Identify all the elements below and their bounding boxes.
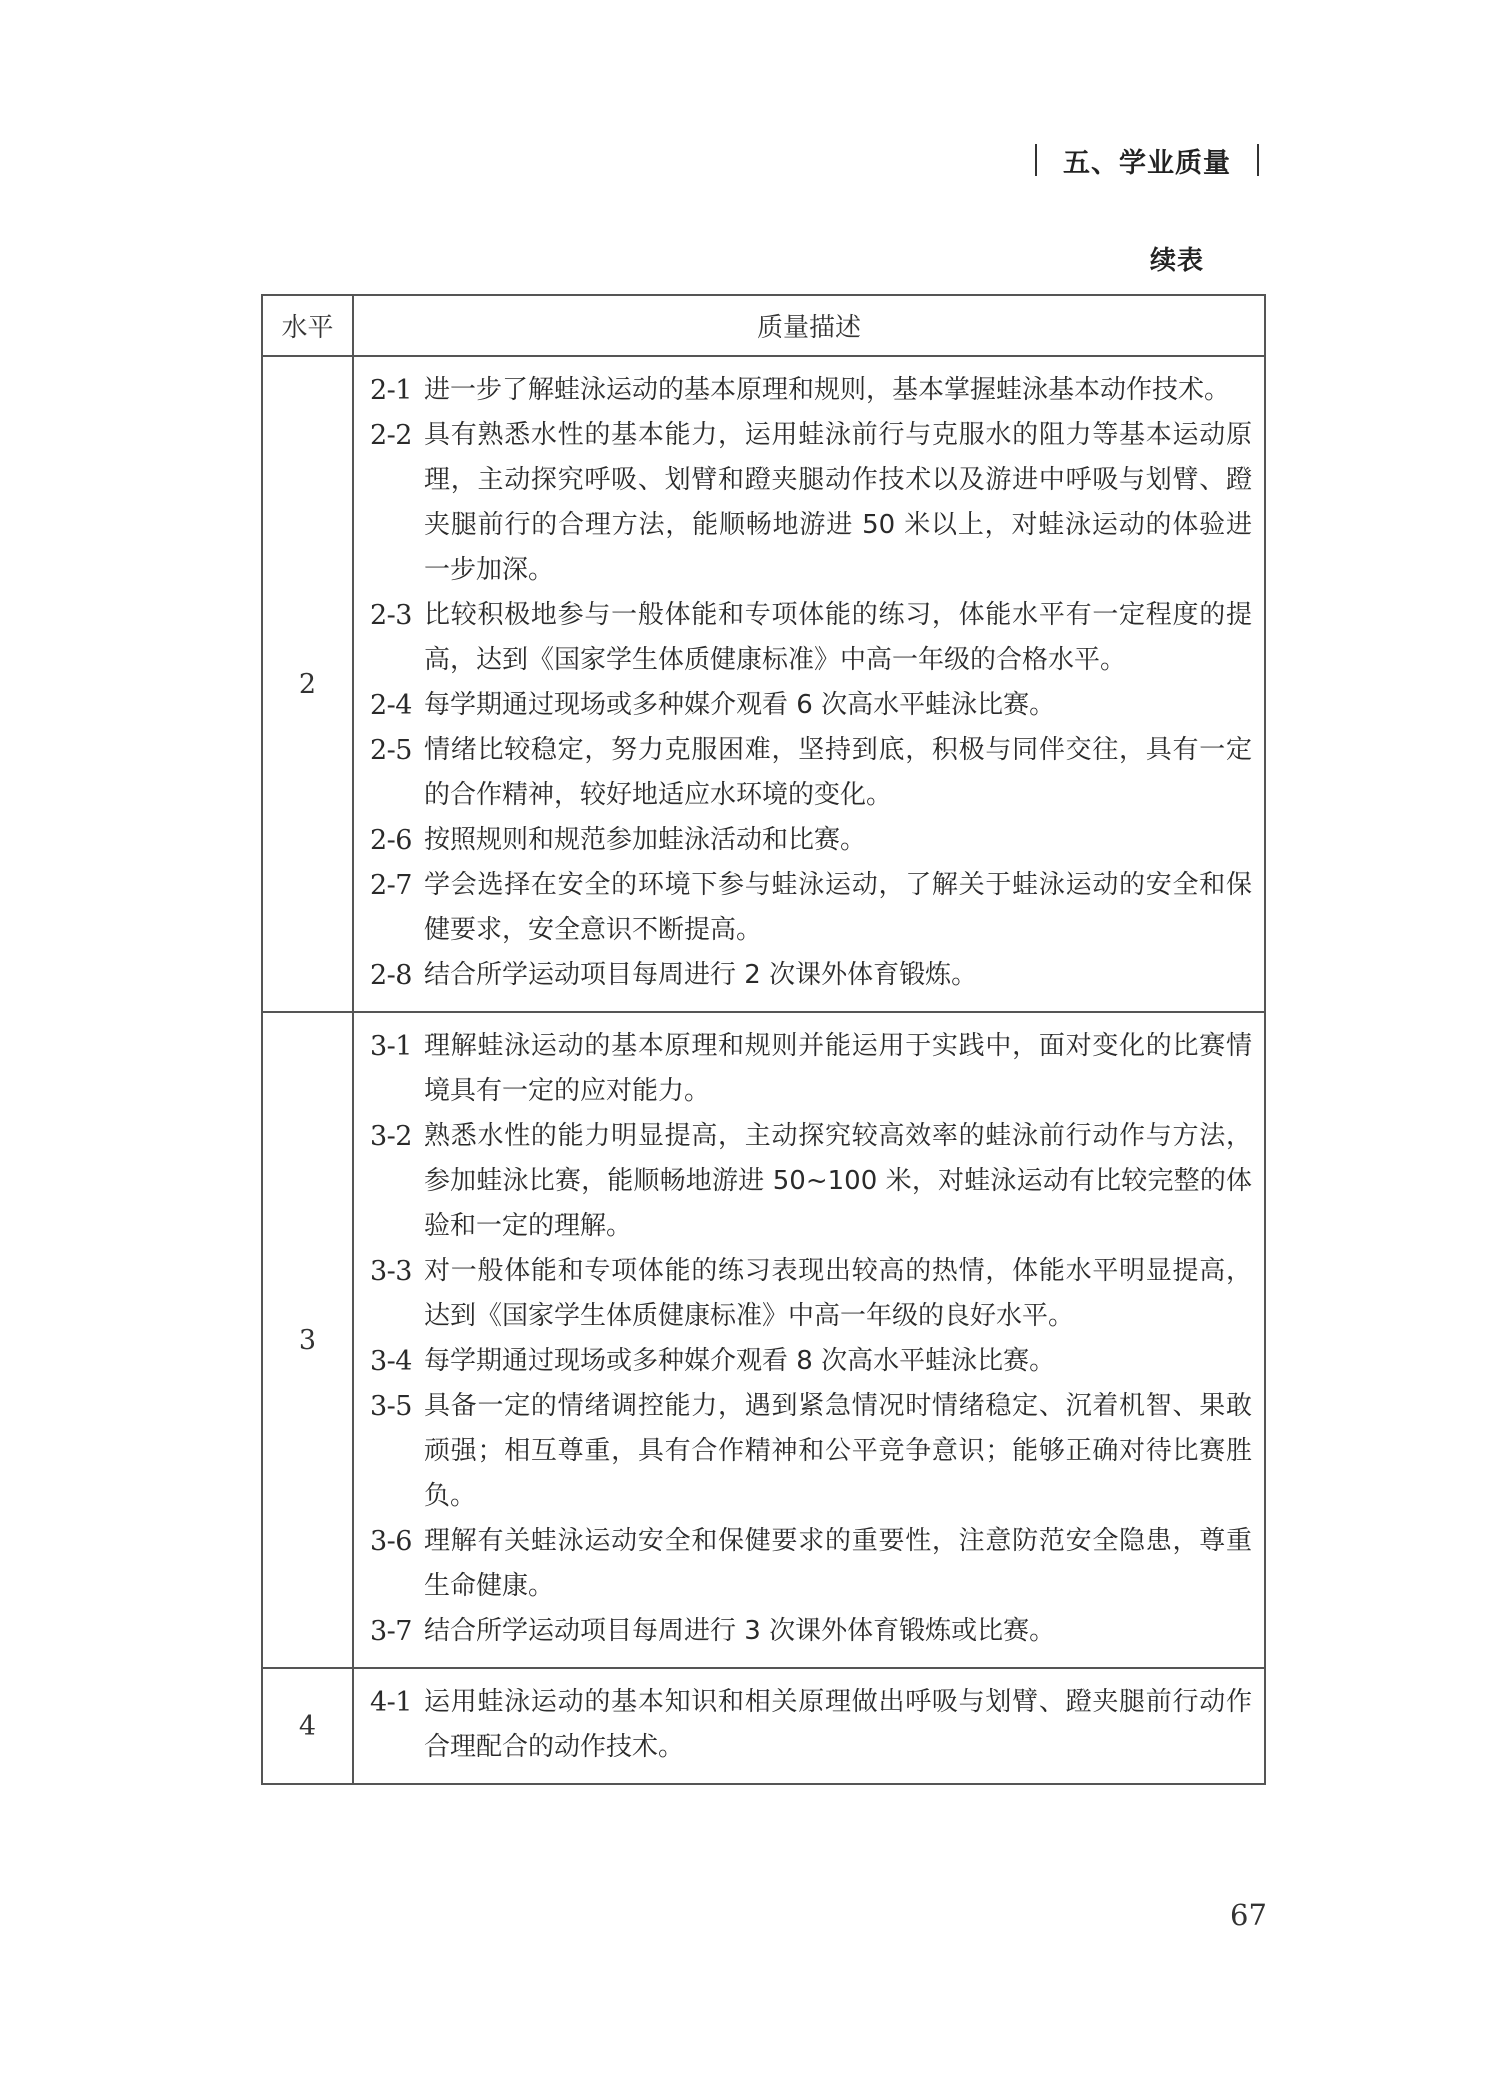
item-number: 2-7 (370, 870, 412, 901)
table-row (262, 1668, 1265, 1784)
item-number: 2-5 (370, 735, 412, 766)
running-head (1035, 140, 1259, 180)
level-cell: 4 (262, 1668, 353, 1784)
item-number: 3-6 (370, 1526, 412, 1557)
description-cell (353, 356, 1265, 1012)
item-number: 2-1 (370, 375, 412, 406)
item-text: 对一般体能和专项体能的练习表现出较高的热情，体能水平明显提高，达到《国家学生体质健康标准》中高一年级的良好水平。 (424, 1256, 1252, 1331)
item-number: 4-1 (370, 1687, 412, 1718)
item-number: 2-2 (370, 420, 412, 451)
column-header-level: 水平 (262, 295, 353, 356)
item-text: 结合所学运动项目每周进行 3 次课外体育锻炼或比赛。 (424, 1616, 1056, 1646)
quality-item (370, 1384, 1252, 1519)
running-head-right-rule (1257, 144, 1259, 176)
item-number: 3-3 (370, 1256, 412, 1287)
quality-item (370, 1249, 1252, 1339)
item-text: 情绪比较稳定，努力克服困难，坚持到底，积极与同伴交往，具有一定的合作精神，较好地适应水环境的变化。 (424, 735, 1252, 810)
quality-item (370, 728, 1252, 818)
quality-item (370, 593, 1252, 683)
item-text: 运用蛙泳运动的基本知识和相关原理做出呼吸与划臂、蹬夹腿前行动作合理配合的动作技术。 (424, 1687, 1252, 1762)
item-number: 2-6 (370, 825, 412, 856)
quality-item (370, 1519, 1252, 1609)
item-number: 3-1 (370, 1031, 412, 1062)
quality-item (370, 818, 1252, 863)
item-number: 3-5 (370, 1391, 412, 1422)
quality-item (370, 368, 1252, 413)
column-header-description: 质量描述 (353, 295, 1265, 356)
item-number: 2-3 (370, 600, 412, 631)
quality-item (370, 1114, 1252, 1249)
item-text: 按照规则和规范参加蛙泳活动和比赛。 (424, 825, 867, 855)
item-text: 理解有关蛙泳运动安全和保健要求的重要性，注意防范安全隐患，尊重生命健康。 (424, 1526, 1252, 1601)
description-cell (353, 1012, 1265, 1668)
running-head-left-rule (1035, 144, 1037, 176)
section-title: 五、学业质量 (1063, 147, 1231, 179)
quality-item (370, 953, 1252, 998)
item-text: 比较积极地参与一般体能和专项体能的练习，体能水平有一定程度的提高，达到《国家学生体质健康标准》中高一年级的合格水平。 (424, 600, 1252, 675)
level-cell: 3 (262, 1012, 353, 1668)
description-cell (353, 1668, 1265, 1784)
item-number: 3-2 (370, 1121, 412, 1152)
item-number: 3-4 (370, 1346, 412, 1377)
continued-label: 续表 (1150, 246, 1205, 276)
table-row (262, 356, 1265, 1012)
table-body (262, 356, 1265, 1784)
quality-item (370, 863, 1252, 953)
item-text: 具有熟悉水性的基本能力，运用蛙泳前行与克服水的阻力等基本运动原理，主动探究呼吸、划臂和蹬夹腿动作技术以及游进中呼吸与划臂、蹬夹腿前行的合理方法，能顺畅地游进 50 米以上，对蛙泳运动的体验进一步加深。 (424, 420, 1252, 585)
item-text: 每学期通过现场或多种媒介观看 6 次高水平蛙泳比赛。 (424, 690, 1056, 720)
table-header-row (262, 295, 1265, 356)
item-text: 学会选择在安全的环境下参与蛙泳运动，了解关于蛙泳运动的安全和保健要求，安全意识不断提高。 (424, 870, 1252, 945)
quality-item (370, 1339, 1252, 1384)
item-text: 每学期通过现场或多种媒介观看 8 次高水平蛙泳比赛。 (424, 1346, 1056, 1376)
item-text: 熟悉水性的能力明显提高，主动探究较高效率的蛙泳前行动作与方法，参加蛙泳比赛，能顺畅地游进 50~100 米，对蛙泳运动有比较完整的体验和一定的理解。 (424, 1121, 1252, 1241)
item-text: 具备一定的情绪调控能力，遇到紧急情况时情绪稳定、沉着机智、果敢顽强；相互尊重，具有合作精神和公平竞争意识；能够正确对待比赛胜负。 (424, 1391, 1252, 1511)
item-number: 2-8 (370, 960, 412, 991)
item-text: 进一步了解蛙泳运动的基本原理和规则，基本掌握蛙泳基本动作技术。 (424, 375, 1231, 405)
quality-item (370, 1680, 1252, 1770)
item-number: 3-7 (370, 1616, 412, 1647)
quality-table (261, 294, 1266, 1785)
quality-item (370, 1609, 1252, 1654)
level-cell: 2 (262, 356, 353, 1012)
item-number: 2-4 (370, 690, 412, 721)
quality-item (370, 413, 1252, 593)
item-text: 结合所学运动项目每周进行 2 次课外体育锻炼。 (424, 960, 978, 990)
quality-item (370, 683, 1252, 728)
table-row (262, 1012, 1265, 1668)
item-text: 理解蛙泳运动的基本原理和规则并能运用于实践中，面对变化的比赛情境具有一定的应对能力。 (424, 1031, 1252, 1106)
quality-item (370, 1024, 1252, 1114)
page-number: 67 (1230, 1898, 1267, 1932)
